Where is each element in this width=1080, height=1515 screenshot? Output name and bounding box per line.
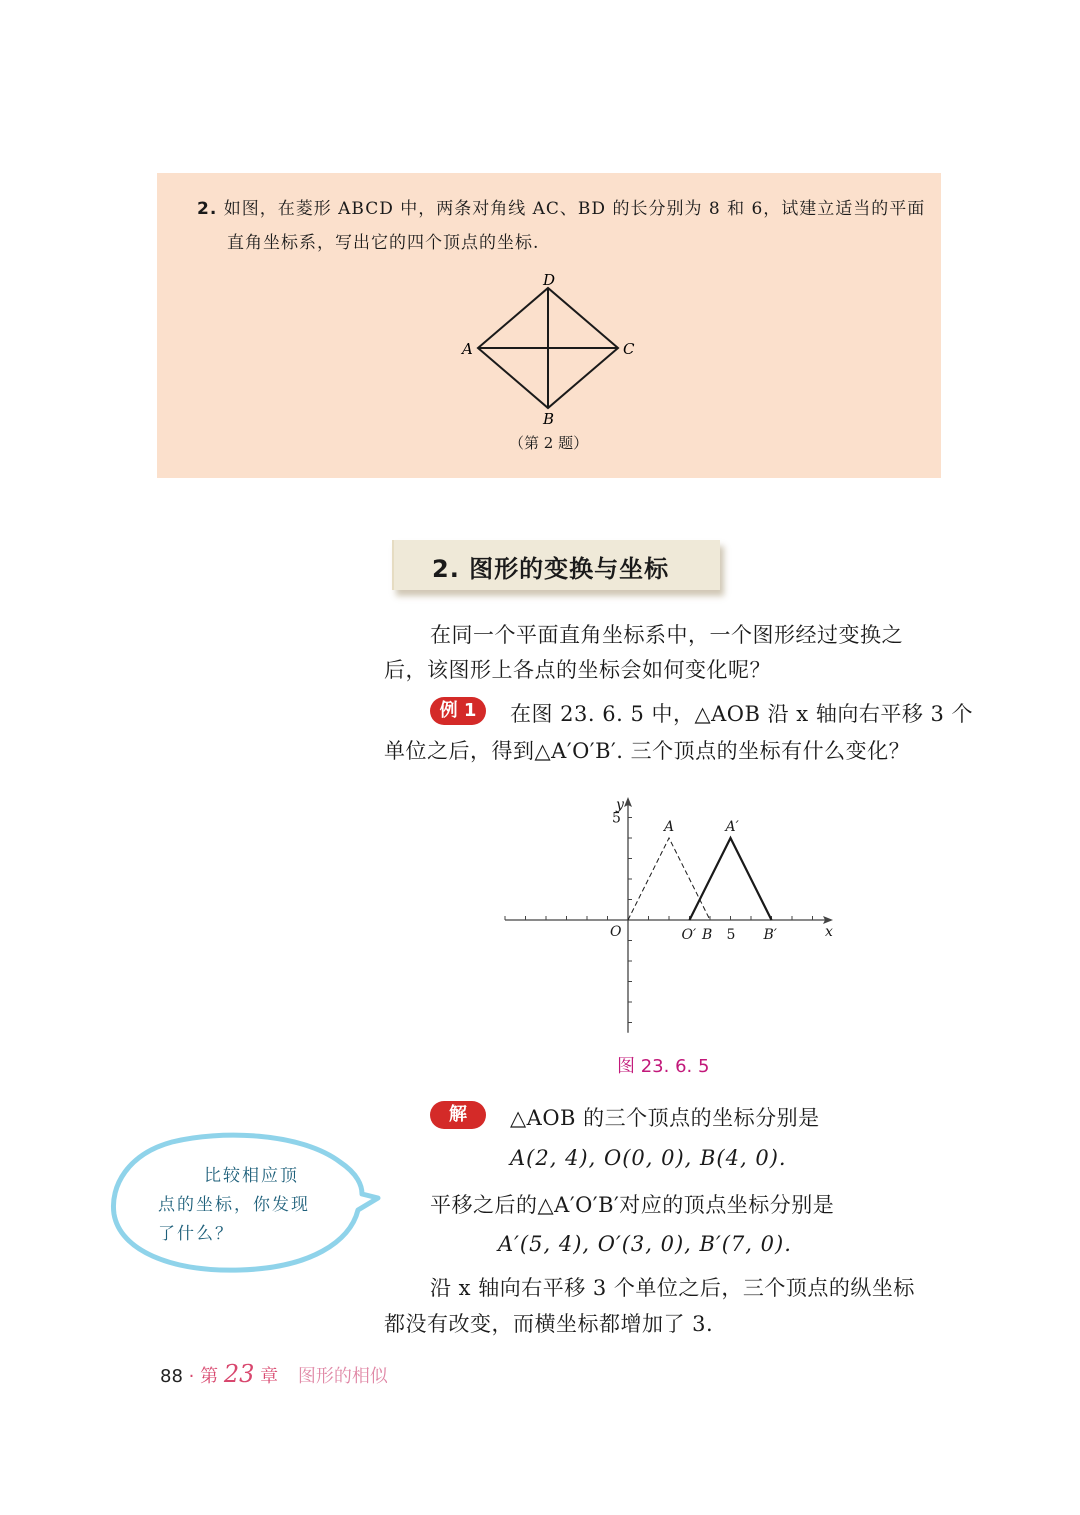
example-line-1: 在图 23. 6. 5 中，△AOB 沿 x 轴向右平移 3 个: [510, 702, 974, 726]
intro-line-2: 后，该图形上各点的坐标会如何变化呢？: [384, 658, 771, 682]
solution-line-3: 沿 x 轴向右平移 3 个单位之后，三个顶点的纵坐标: [430, 1276, 915, 1300]
translation-chart: [500, 780, 833, 1042]
section-heading-text: 2. 图形的变换与坐标: [432, 555, 670, 583]
vertex-label: A′: [725, 819, 739, 835]
exercise-line-1: [197, 192, 925, 226]
triangle-translated: [690, 838, 772, 920]
vertex-label: O′: [681, 927, 697, 943]
intro-line-1: 在同一个平面直角坐标系中，一个图形经过变换之: [430, 623, 903, 647]
vertex-label-c: C: [623, 340, 635, 358]
solution-line-4: 都没有改变，而横坐标都增加了 3.: [384, 1312, 714, 1336]
figure-label: 图 23. 6. 5: [617, 1056, 710, 1077]
rhombus-figure: [447, 271, 647, 428]
footer-separator: ·: [188, 1366, 195, 1387]
exercise-number: 2.: [197, 199, 218, 219]
triangle-original: [628, 838, 710, 920]
example-line-2: 单位之后，得到△A′O′B′. 三个顶点的坐标有什么变化？: [384, 739, 911, 763]
bubble-text: [158, 1162, 310, 1249]
bubble-line-3: 了什么？: [158, 1224, 234, 1244]
exercise-box: [157, 173, 941, 478]
chapter-suffix: 章: [260, 1366, 279, 1387]
solution-coords-2: A′(5, 4), O′(3, 0), B′(7, 0).: [498, 1232, 792, 1256]
exercise-figure-caption: （第 2 题）: [509, 434, 589, 452]
vertex-label-b: B: [543, 410, 555, 428]
solution-line-2: 平移之后的△A′O′B′对应的顶点坐标分别是: [430, 1193, 835, 1217]
chapter-number: 23: [223, 1360, 255, 1388]
example-badge: 例 1: [430, 697, 486, 725]
exercise-line-2: 直角坐标系，写出它的四个顶点的坐标.: [227, 233, 540, 253]
solution-line-1: △AOB 的三个顶点的坐标分别是: [510, 1106, 820, 1130]
vertex-label: A: [664, 819, 675, 835]
y-tick-label-5: 5: [612, 810, 621, 827]
bubble-line-1: 比较相应顶: [204, 1166, 299, 1186]
chapter-title: 图形的相似: [297, 1366, 388, 1387]
vertex-label-a: A: [462, 340, 473, 358]
chapter-prefix: 第: [200, 1366, 219, 1387]
bubble-line-2: 点的坐标，你发现: [158, 1195, 310, 1215]
exercise-text-1: 如图，在菱形 ABCD 中，两条对角线 AC、BD 的长分别为 8 和 6，试建立适当的平面: [223, 199, 926, 219]
solution-coords-1: A(2, 4), O(0, 0), B(4, 0).: [510, 1146, 787, 1170]
page-footer: [160, 1360, 388, 1388]
section-heading: [392, 540, 720, 590]
vertex-label: B: [702, 927, 713, 943]
y-axis-label: y: [616, 797, 624, 813]
solution-badge: 解: [430, 1101, 486, 1129]
page-number: 88: [160, 1366, 183, 1387]
x-axis-label: x: [825, 924, 833, 940]
vertex-label-d: D: [543, 271, 556, 289]
vertex-label: B′: [763, 927, 777, 943]
x-tick-label-5: 5: [726, 927, 736, 943]
origin-label: O: [610, 924, 622, 940]
